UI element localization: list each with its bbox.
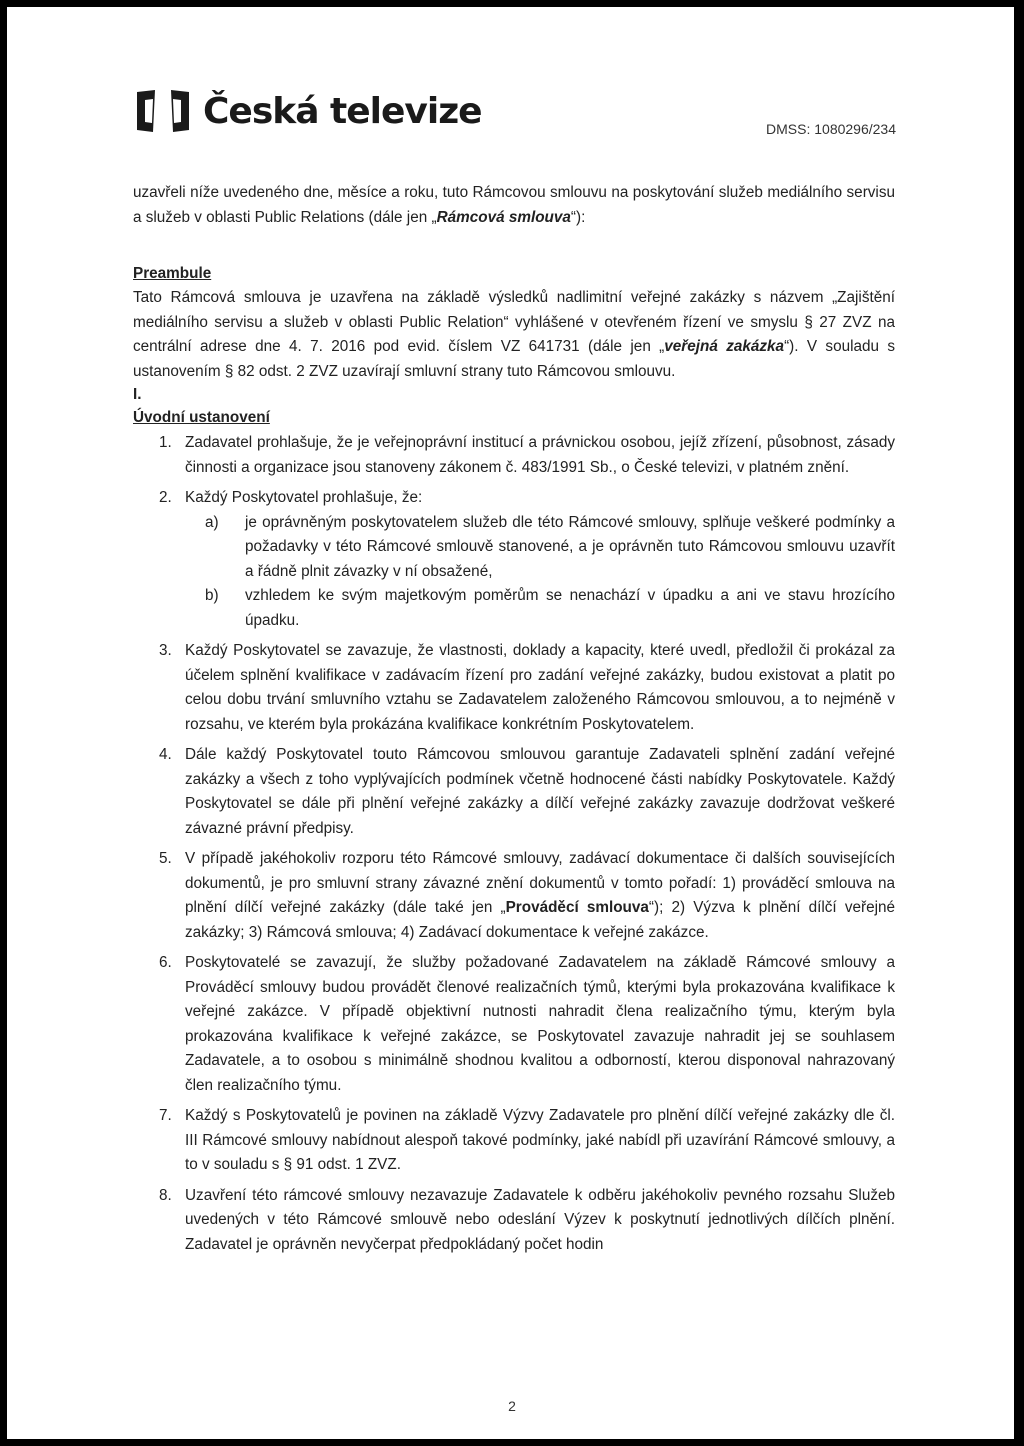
ct-logo-icon <box>133 88 193 134</box>
intro-term: Rámcová smlouva <box>436 208 571 226</box>
list-item: 7. Každý s Poskytovatelů je povinen na základě Výzvy Zadavatele pro plnění dílčí veřejné zakázky dle čl. III Rámcové smlouvy nabídnout alespoň takové podmínky, jaké nabídl při uzavírání Rámcové smlouvy, a to v souladu s § 91 odst. 1 ZVZ. <box>159 1107 895 1173</box>
list-item: 6. Poskytovatelé se zavazují, že služby požadované Zadavatelem na základě Rámcové smlouvy a Prováděcí smlouvy budou provádět členové realizačních týmů, kterými byla prokazována kvalifikace k veřejné zakázce. V případě objektivní nutnosti nahradit člena realizačního týmu, kterým byla prokazována kvalifikace k veřejné zakázce, se Poskytovatel zavazuje nahradit jej se souhlasem Zadavatele, a to osobou s minimálně shodnou kvalitou a odborností, kterou disponoval nahrazovaný člen realizačního týmu. <box>159 954 895 1094</box>
header-logo <box>133 88 482 134</box>
list-item: 5. V případě jakéhokoliv rozporu této Rámcové smlouvy, zadávací dokumentace či dalších souvisejících dokumentů, je pro smluvní strany závazné znění dokumentů v tomto pořadí: 1) prováděcí smlouva na plnění dílčí veřejné zakázky (dále také jen „Prováděcí smlouva“); 2) Výzva k plnění dílčí veřejné zakázky; 3) Rámcová smlouva; 4) Zadávací dokumentace k veřejné zakázce. <box>159 850 895 941</box>
list-item: 2. Každý Poskytovatel prohlašuje, že: <box>159 489 423 506</box>
list-item: 1. Zadavatel prohlašuje, že je veřejnoprávní institucí a právnickou osobou, jejíž zřízení, působnost, zásady činnosti a organizace jsou stanoveny zákonem č. 483/1991 Sb., o České televizi, v platném znění. <box>159 434 895 476</box>
logo-text: Česká televize <box>203 90 482 132</box>
preambule-heading: Preambule <box>133 265 212 282</box>
document-body <box>133 181 895 1257</box>
sub-item: a) je oprávněným poskytovatelem služeb dle této Rámcové smlouvy, splňuje veškeré podmínky a požadavky v této Rámcové smlouvě stanovené, a je oprávněn tuto Rámcovou smlouvu uzavřít a řádně plnit závazky v ní obsažené, <box>205 513 895 580</box>
list-item: 4. Dále každý Poskytovatel touto Rámcovou smlouvou garantuje Zadavateli splnění zadání veřejné zakázky a všech z toho vyplývajících podmínek včetně hodnocené části nabídky Poskytovatele. Každý Poskytovatel se dále při plnění veřejné zakázky a dílčí veřejné zakázky zavazuje dodržovat veškeré závazné právní předpisy. <box>159 746 895 837</box>
sub-item: b) vzhledem ke svým majetkovým poměrům se nenachází v úpadku a ani ve stavu hrozícího úpadku. <box>205 587 895 629</box>
section-number: I. <box>133 386 142 403</box>
preambule-term: veřejná zakázka <box>664 338 785 355</box>
prov-smlouva-term: Prováděcí smlouva <box>505 899 649 916</box>
intro-paragraph: uzavřeli níže uvedeného dne, měsíce a roku, tuto Rámcovou smlouvu na poskytování služeb mediálního servisu a služeb v oblasti Public Relations (dále jen „Rámcová smlouva“): <box>133 184 895 226</box>
document-id: DMSS: 1080296/234 <box>766 121 896 137</box>
list-item: 3. Každý Poskytovatel se zavazuje, že vlastnosti, doklady a kapacity, které uvedl, předložil či prokázal za účelem splnění kvalifikace v zadávacím řízení pro zadání veřejné zakázky, budou existovat a platit po celou dobu trvání smluvního vztahu se Zadavatelem založeného Rámcovou smlouvou, a to nejméně v rozsahu, ve kterém byla prokázána kvalifikace konkrétním Poskytovatelem. <box>159 642 895 733</box>
list-item: 8. Uzavření této rámcové smlouvy nezavazuje Zadavatele k odběru jakéhokoliv pevného rozsahu Služeb uvedených v této Rámcové smlouvě nebo odeslání Výzev k poskytnutí jednotlivých dílčích plnění. Zadavatel je oprávněn nevyčerpat předpokládaný počet hodin <box>159 1186 895 1253</box>
section-title: Úvodní ustanovení <box>133 409 270 426</box>
preambule-paragraph: Tato Rámcová smlouva je uzavřena na základě výsledků nadlimitní veřejné zakázky s názvem „Zajištění mediálního servisu a služeb v oblasti Public Relation“ vyhlášené v otevřeném řízení ve smyslu § 27 ZVZ na centrální adrese dne 4. 7. 2016 pod evid. číslem VZ 641731 (dále jen „veřejná zakázka“). V souladu s ustanovením § 82 odst. 2 ZVZ uzavírají smluvní strany tuto Rámcovou smlouvu. <box>133 289 896 380</box>
page-number: 2 <box>508 1398 516 1414</box>
